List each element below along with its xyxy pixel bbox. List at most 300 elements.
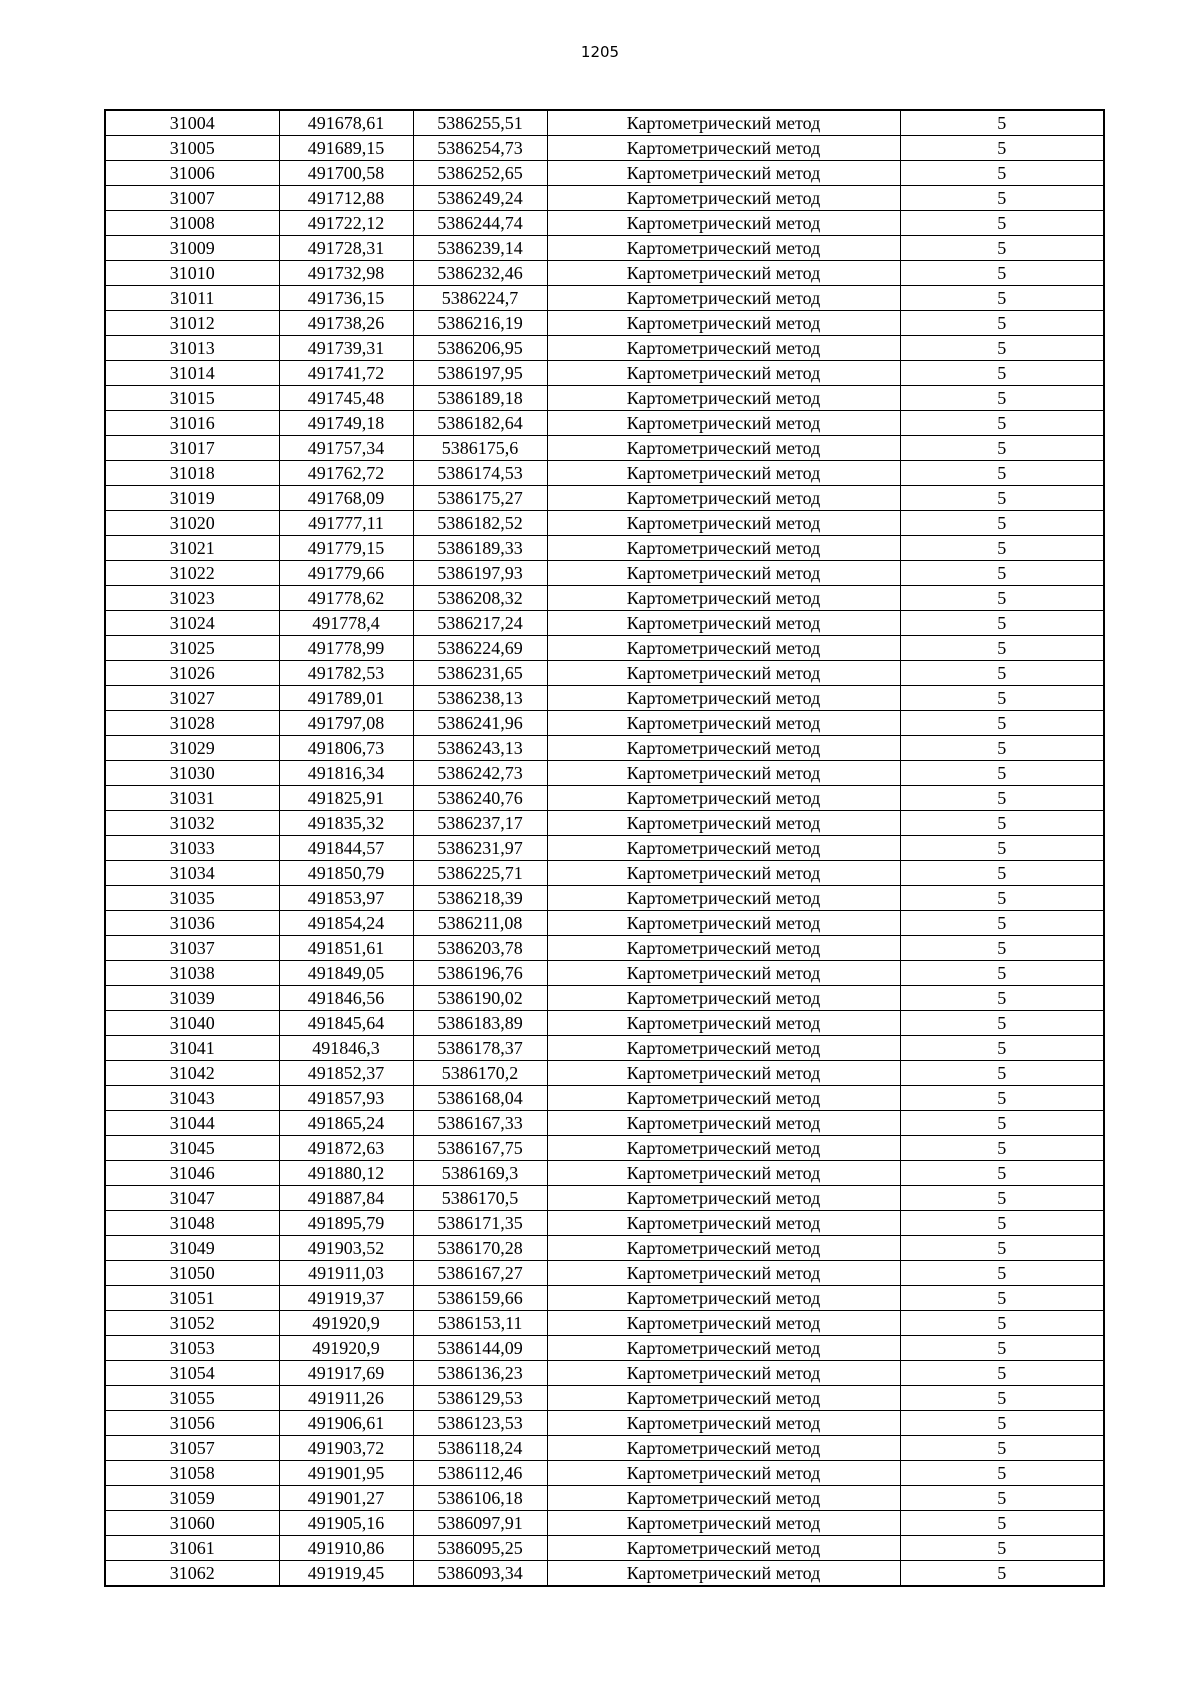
method-cell: Картометрический метод: [547, 1286, 900, 1311]
accuracy-cell: 5: [900, 1211, 1104, 1236]
x-coordinate-cell: 491846,3: [279, 1036, 413, 1061]
table-row: [105, 1411, 1104, 1436]
y-coordinate-cell: 5386106,18: [413, 1486, 547, 1511]
y-coordinate-cell: 5386218,39: [413, 886, 547, 911]
y-coordinate-cell: 5386171,35: [413, 1211, 547, 1236]
y-coordinate-cell: 5386239,14: [413, 236, 547, 261]
method-cell: Картометрический метод: [547, 861, 900, 886]
method-cell: Картометрический метод: [547, 811, 900, 836]
table-row: [105, 1436, 1104, 1461]
x-coordinate-cell: 491920,9: [279, 1311, 413, 1336]
table-row: [105, 1261, 1104, 1286]
point-number-cell: 31032: [105, 811, 279, 836]
table-row: [105, 1511, 1104, 1536]
accuracy-cell: 5: [900, 936, 1104, 961]
table-row: [105, 361, 1104, 386]
y-coordinate-cell: 5386123,53: [413, 1411, 547, 1436]
method-cell: Картометрический метод: [547, 1436, 900, 1461]
x-coordinate-cell: 491816,34: [279, 761, 413, 786]
point-number-cell: 31005: [105, 136, 279, 161]
accuracy-cell: 5: [900, 1461, 1104, 1486]
x-coordinate-cell: 491901,27: [279, 1486, 413, 1511]
accuracy-cell: 5: [900, 561, 1104, 586]
accuracy-cell: 5: [900, 1086, 1104, 1111]
y-coordinate-cell: 5386203,78: [413, 936, 547, 961]
method-cell: Картометрический метод: [547, 186, 900, 211]
point-number-cell: 31016: [105, 411, 279, 436]
accuracy-cell: 5: [900, 1061, 1104, 1086]
method-cell: Картометрический метод: [547, 1361, 900, 1386]
y-coordinate-cell: 5386242,73: [413, 761, 547, 786]
method-cell: Картометрический метод: [547, 986, 900, 1011]
point-number-cell: 31049: [105, 1236, 279, 1261]
accuracy-cell: 5: [900, 336, 1104, 361]
accuracy-cell: 5: [900, 711, 1104, 736]
method-cell: Картометрический метод: [547, 1186, 900, 1211]
method-cell: Картометрический метод: [547, 761, 900, 786]
method-cell: Картометрический метод: [547, 110, 900, 136]
table-row: [105, 986, 1104, 1011]
x-coordinate-cell: 491854,24: [279, 911, 413, 936]
accuracy-cell: 5: [900, 1436, 1104, 1461]
table-row: [105, 336, 1104, 361]
accuracy-cell: 5: [900, 136, 1104, 161]
table-row: [105, 1486, 1104, 1511]
point-number-cell: 31015: [105, 386, 279, 411]
x-coordinate-cell: 491749,18: [279, 411, 413, 436]
point-number-cell: 31013: [105, 336, 279, 361]
table-row: [105, 1136, 1104, 1161]
point-number-cell: 31035: [105, 886, 279, 911]
y-coordinate-cell: 5386168,04: [413, 1086, 547, 1111]
table-row: [105, 261, 1104, 286]
y-coordinate-cell: 5386136,23: [413, 1361, 547, 1386]
accuracy-cell: 5: [900, 786, 1104, 811]
x-coordinate-cell: 491736,15: [279, 286, 413, 311]
method-cell: Картометрический метод: [547, 486, 900, 511]
accuracy-cell: 5: [900, 911, 1104, 936]
x-coordinate-cell: 491845,64: [279, 1011, 413, 1036]
method-cell: Картометрический метод: [547, 1336, 900, 1361]
accuracy-cell: 5: [900, 1386, 1104, 1411]
accuracy-cell: 5: [900, 861, 1104, 886]
method-cell: Картометрический метод: [547, 1061, 900, 1086]
method-cell: Картометрический метод: [547, 236, 900, 261]
y-coordinate-cell: 5386182,64: [413, 411, 547, 436]
accuracy-cell: 5: [900, 1161, 1104, 1186]
accuracy-cell: 5: [900, 811, 1104, 836]
y-coordinate-cell: 5386144,09: [413, 1336, 547, 1361]
x-coordinate-cell: 491778,4: [279, 611, 413, 636]
point-number-cell: 31054: [105, 1361, 279, 1386]
y-coordinate-cell: 5386244,74: [413, 211, 547, 236]
table-row: [105, 311, 1104, 336]
x-coordinate-cell: 491835,32: [279, 811, 413, 836]
point-number-cell: 31042: [105, 1061, 279, 1086]
point-number-cell: 31037: [105, 936, 279, 961]
y-coordinate-cell: 5386255,51: [413, 110, 547, 136]
table-row: [105, 110, 1104, 136]
table-row: [105, 436, 1104, 461]
method-cell: Картометрический метод: [547, 136, 900, 161]
table-row: [105, 461, 1104, 486]
y-coordinate-cell: 5386178,37: [413, 1036, 547, 1061]
y-coordinate-cell: 5386240,76: [413, 786, 547, 811]
x-coordinate-cell: 491880,12: [279, 1161, 413, 1186]
point-number-cell: 31022: [105, 561, 279, 586]
y-coordinate-cell: 5386097,91: [413, 1511, 547, 1536]
table-row: [105, 186, 1104, 211]
point-number-cell: 31008: [105, 211, 279, 236]
table-row: [105, 561, 1104, 586]
point-number-cell: 31021: [105, 536, 279, 561]
x-coordinate-cell: 491851,61: [279, 936, 413, 961]
x-coordinate-cell: 491850,79: [279, 861, 413, 886]
accuracy-cell: 5: [900, 1236, 1104, 1261]
accuracy-cell: 5: [900, 1111, 1104, 1136]
accuracy-cell: 5: [900, 1186, 1104, 1211]
accuracy-cell: 5: [900, 436, 1104, 461]
accuracy-cell: 5: [900, 736, 1104, 761]
table-row: [105, 211, 1104, 236]
table-row: [105, 586, 1104, 611]
point-number-cell: 31006: [105, 161, 279, 186]
method-cell: Картометрический метод: [547, 1011, 900, 1036]
x-coordinate-cell: 491910,86: [279, 1536, 413, 1561]
point-number-cell: 31033: [105, 836, 279, 861]
method-cell: Картометрический метод: [547, 1386, 900, 1411]
table-row: [105, 486, 1104, 511]
point-number-cell: 31024: [105, 611, 279, 636]
point-number-cell: 31017: [105, 436, 279, 461]
method-cell: Картометрический метод: [547, 1511, 900, 1536]
table-row: [105, 911, 1104, 936]
point-number-cell: 31046: [105, 1161, 279, 1186]
table-row: [105, 1061, 1104, 1086]
table-row: [105, 636, 1104, 661]
x-coordinate-cell: 491857,93: [279, 1086, 413, 1111]
point-number-cell: 31052: [105, 1311, 279, 1336]
y-coordinate-cell: 5386093,34: [413, 1561, 547, 1587]
point-number-cell: 31004: [105, 110, 279, 136]
method-cell: Картометрический метод: [547, 461, 900, 486]
method-cell: Картометрический метод: [547, 311, 900, 336]
accuracy-cell: 5: [900, 211, 1104, 236]
point-number-cell: 31055: [105, 1386, 279, 1411]
point-number-cell: 31019: [105, 486, 279, 511]
accuracy-cell: 5: [900, 411, 1104, 436]
x-coordinate-cell: 491895,79: [279, 1211, 413, 1236]
point-number-cell: 31011: [105, 286, 279, 311]
point-number-cell: 31029: [105, 736, 279, 761]
accuracy-cell: 5: [900, 161, 1104, 186]
table-row: [105, 1036, 1104, 1061]
y-coordinate-cell: 5386225,71: [413, 861, 547, 886]
method-cell: Картометрический метод: [547, 886, 900, 911]
y-coordinate-cell: 5386170,2: [413, 1061, 547, 1086]
x-coordinate-cell: 491678,61: [279, 110, 413, 136]
table-row: [105, 736, 1104, 761]
page-number: 1205: [580, 43, 620, 61]
y-coordinate-cell: 5386231,97: [413, 836, 547, 861]
point-number-cell: 31060: [105, 1511, 279, 1536]
x-coordinate-cell: 491901,95: [279, 1461, 413, 1486]
y-coordinate-cell: 5386216,19: [413, 311, 547, 336]
y-coordinate-cell: 5386129,53: [413, 1386, 547, 1411]
y-coordinate-cell: 5386169,3: [413, 1161, 547, 1186]
method-cell: Картометрический метод: [547, 836, 900, 861]
table-row: [105, 936, 1104, 961]
x-coordinate-cell: 491778,99: [279, 636, 413, 661]
x-coordinate-cell: 491757,34: [279, 436, 413, 461]
y-coordinate-cell: 5386254,73: [413, 136, 547, 161]
accuracy-cell: 5: [900, 1336, 1104, 1361]
accuracy-cell: 5: [900, 1561, 1104, 1587]
table-row: [105, 886, 1104, 911]
table-row: [105, 511, 1104, 536]
table-row: [105, 1286, 1104, 1311]
y-coordinate-cell: 5386252,65: [413, 161, 547, 186]
y-coordinate-cell: 5386167,33: [413, 1111, 547, 1136]
table-row: [105, 861, 1104, 886]
accuracy-cell: 5: [900, 1511, 1104, 1536]
method-cell: Картометрический метод: [547, 1161, 900, 1186]
y-coordinate-cell: 5386153,11: [413, 1311, 547, 1336]
y-coordinate-cell: 5386112,46: [413, 1461, 547, 1486]
x-coordinate-cell: 491689,15: [279, 136, 413, 161]
table-row: [105, 1086, 1104, 1111]
y-coordinate-cell: 5386189,18: [413, 386, 547, 411]
method-cell: Картометрический метод: [547, 1411, 900, 1436]
x-coordinate-cell: 491779,66: [279, 561, 413, 586]
point-number-cell: 31047: [105, 1186, 279, 1211]
method-cell: Картометрический метод: [547, 211, 900, 236]
accuracy-cell: 5: [900, 961, 1104, 986]
accuracy-cell: 5: [900, 511, 1104, 536]
method-cell: Картометрический метод: [547, 536, 900, 561]
method-cell: Картометрический метод: [547, 736, 900, 761]
point-number-cell: 31038: [105, 961, 279, 986]
x-coordinate-cell: 491728,31: [279, 236, 413, 261]
accuracy-cell: 5: [900, 1286, 1104, 1311]
table-row: [105, 1111, 1104, 1136]
point-number-cell: 31048: [105, 1211, 279, 1236]
point-number-cell: 31040: [105, 1011, 279, 1036]
accuracy-cell: 5: [900, 536, 1104, 561]
method-cell: Картометрический метод: [547, 261, 900, 286]
x-coordinate-cell: 491919,45: [279, 1561, 413, 1587]
method-cell: Картометрический метод: [547, 1561, 900, 1587]
point-number-cell: 31057: [105, 1436, 279, 1461]
method-cell: Картометрический метод: [547, 636, 900, 661]
table-row: [105, 1161, 1104, 1186]
x-coordinate-cell: 491777,11: [279, 511, 413, 536]
method-cell: Картометрический метод: [547, 786, 900, 811]
point-number-cell: 31018: [105, 461, 279, 486]
y-coordinate-cell: 5386238,13: [413, 686, 547, 711]
method-cell: Картометрический метод: [547, 1311, 900, 1336]
point-number-cell: 31007: [105, 186, 279, 211]
method-cell: Картометрический метод: [547, 361, 900, 386]
method-cell: Картометрический метод: [547, 1086, 900, 1111]
method-cell: Картометрический метод: [547, 1136, 900, 1161]
y-coordinate-cell: 5386167,75: [413, 1136, 547, 1161]
x-coordinate-cell: 491887,84: [279, 1186, 413, 1211]
accuracy-cell: 5: [900, 1536, 1104, 1561]
point-number-cell: 31031: [105, 786, 279, 811]
y-coordinate-cell: 5386243,13: [413, 736, 547, 761]
method-cell: Картометрический метод: [547, 1236, 900, 1261]
method-cell: Картометрический метод: [547, 1261, 900, 1286]
x-coordinate-cell: 491844,57: [279, 836, 413, 861]
point-number-cell: 31010: [105, 261, 279, 286]
point-number-cell: 31059: [105, 1486, 279, 1511]
method-cell: Картометрический метод: [547, 386, 900, 411]
accuracy-cell: 5: [900, 761, 1104, 786]
accuracy-cell: 5: [900, 1361, 1104, 1386]
method-cell: Картометрический метод: [547, 436, 900, 461]
point-number-cell: 31025: [105, 636, 279, 661]
table-row: [105, 761, 1104, 786]
x-coordinate-cell: 491917,69: [279, 1361, 413, 1386]
y-coordinate-cell: 5386241,96: [413, 711, 547, 736]
x-coordinate-cell: 491905,16: [279, 1511, 413, 1536]
x-coordinate-cell: 491906,61: [279, 1411, 413, 1436]
accuracy-cell: 5: [900, 636, 1104, 661]
x-coordinate-cell: 491865,24: [279, 1111, 413, 1136]
accuracy-cell: 5: [900, 311, 1104, 336]
x-coordinate-cell: 491846,56: [279, 986, 413, 1011]
x-coordinate-cell: 491722,12: [279, 211, 413, 236]
accuracy-cell: 5: [900, 986, 1104, 1011]
y-coordinate-cell: 5386197,95: [413, 361, 547, 386]
accuracy-cell: 5: [900, 261, 1104, 286]
method-cell: Картометрический метод: [547, 686, 900, 711]
point-number-cell: 31009: [105, 236, 279, 261]
y-coordinate-cell: 5386167,27: [413, 1261, 547, 1286]
point-number-cell: 31030: [105, 761, 279, 786]
table-row: [105, 1361, 1104, 1386]
point-number-cell: 31039: [105, 986, 279, 1011]
point-number-cell: 31041: [105, 1036, 279, 1061]
accuracy-cell: 5: [900, 1011, 1104, 1036]
y-coordinate-cell: 5386174,53: [413, 461, 547, 486]
point-number-cell: 31028: [105, 711, 279, 736]
x-coordinate-cell: 491739,31: [279, 336, 413, 361]
accuracy-cell: 5: [900, 236, 1104, 261]
accuracy-cell: 5: [900, 486, 1104, 511]
y-coordinate-cell: 5386175,6: [413, 436, 547, 461]
y-coordinate-cell: 5386196,76: [413, 961, 547, 986]
accuracy-cell: 5: [900, 110, 1104, 136]
table-row: [105, 1461, 1104, 1486]
method-cell: Картометрический метод: [547, 661, 900, 686]
method-cell: Картометрический метод: [547, 286, 900, 311]
table-row: [105, 161, 1104, 186]
x-coordinate-cell: 491911,26: [279, 1386, 413, 1411]
method-cell: Картометрический метод: [547, 586, 900, 611]
accuracy-cell: 5: [900, 836, 1104, 861]
table-row: [105, 1186, 1104, 1211]
table-row: [105, 286, 1104, 311]
table-row: [105, 1236, 1104, 1261]
accuracy-cell: 5: [900, 1261, 1104, 1286]
point-number-cell: 31020: [105, 511, 279, 536]
table-row: [105, 1386, 1104, 1411]
accuracy-cell: 5: [900, 461, 1104, 486]
method-cell: Картометрический метод: [547, 1486, 900, 1511]
point-number-cell: 31012: [105, 311, 279, 336]
table-row: [105, 411, 1104, 436]
table-row: [105, 136, 1104, 161]
method-cell: Картометрический метод: [547, 336, 900, 361]
x-coordinate-cell: 491732,98: [279, 261, 413, 286]
y-coordinate-cell: 5386159,66: [413, 1286, 547, 1311]
y-coordinate-cell: 5386170,5: [413, 1186, 547, 1211]
point-number-cell: 31026: [105, 661, 279, 686]
x-coordinate-cell: 491872,63: [279, 1136, 413, 1161]
table-row: [105, 1211, 1104, 1236]
x-coordinate-cell: 491853,97: [279, 886, 413, 911]
table-row: [105, 1011, 1104, 1036]
accuracy-cell: 5: [900, 611, 1104, 636]
method-cell: Картометрический метод: [547, 711, 900, 736]
method-cell: Картометрический метод: [547, 961, 900, 986]
x-coordinate-cell: 491797,08: [279, 711, 413, 736]
accuracy-cell: 5: [900, 661, 1104, 686]
x-coordinate-cell: 491789,01: [279, 686, 413, 711]
x-coordinate-cell: 491779,15: [279, 536, 413, 561]
accuracy-cell: 5: [900, 186, 1104, 211]
table-row: [105, 836, 1104, 861]
x-coordinate-cell: 491920,9: [279, 1336, 413, 1361]
table-row: [105, 1536, 1104, 1561]
method-cell: Картометрический метод: [547, 411, 900, 436]
y-coordinate-cell: 5386182,52: [413, 511, 547, 536]
accuracy-cell: 5: [900, 1136, 1104, 1161]
accuracy-cell: 5: [900, 1036, 1104, 1061]
table-row: [105, 786, 1104, 811]
y-coordinate-cell: 5386237,17: [413, 811, 547, 836]
x-coordinate-cell: 491903,52: [279, 1236, 413, 1261]
method-cell: Картометрический метод: [547, 511, 900, 536]
accuracy-cell: 5: [900, 361, 1104, 386]
point-number-cell: 31045: [105, 1136, 279, 1161]
table-row: [105, 1311, 1104, 1336]
point-number-cell: 31043: [105, 1086, 279, 1111]
method-cell: Картометрический метод: [547, 611, 900, 636]
point-number-cell: 31044: [105, 1111, 279, 1136]
table-row: [105, 1336, 1104, 1361]
accuracy-cell: 5: [900, 1311, 1104, 1336]
x-coordinate-cell: 491700,58: [279, 161, 413, 186]
point-number-cell: 31027: [105, 686, 279, 711]
y-coordinate-cell: 5386206,95: [413, 336, 547, 361]
method-cell: Картометрический метод: [547, 1461, 900, 1486]
method-cell: Картометрический метод: [547, 1536, 900, 1561]
y-coordinate-cell: 5386189,33: [413, 536, 547, 561]
x-coordinate-cell: 491778,62: [279, 586, 413, 611]
table-row: [105, 711, 1104, 736]
accuracy-cell: 5: [900, 1411, 1104, 1436]
table-row: [105, 1561, 1104, 1587]
method-cell: Картометрический метод: [547, 1111, 900, 1136]
y-coordinate-cell: 5386208,32: [413, 586, 547, 611]
point-number-cell: 31058: [105, 1461, 279, 1486]
point-number-cell: 31034: [105, 861, 279, 886]
x-coordinate-cell: 491911,03: [279, 1261, 413, 1286]
x-coordinate-cell: 491825,91: [279, 786, 413, 811]
